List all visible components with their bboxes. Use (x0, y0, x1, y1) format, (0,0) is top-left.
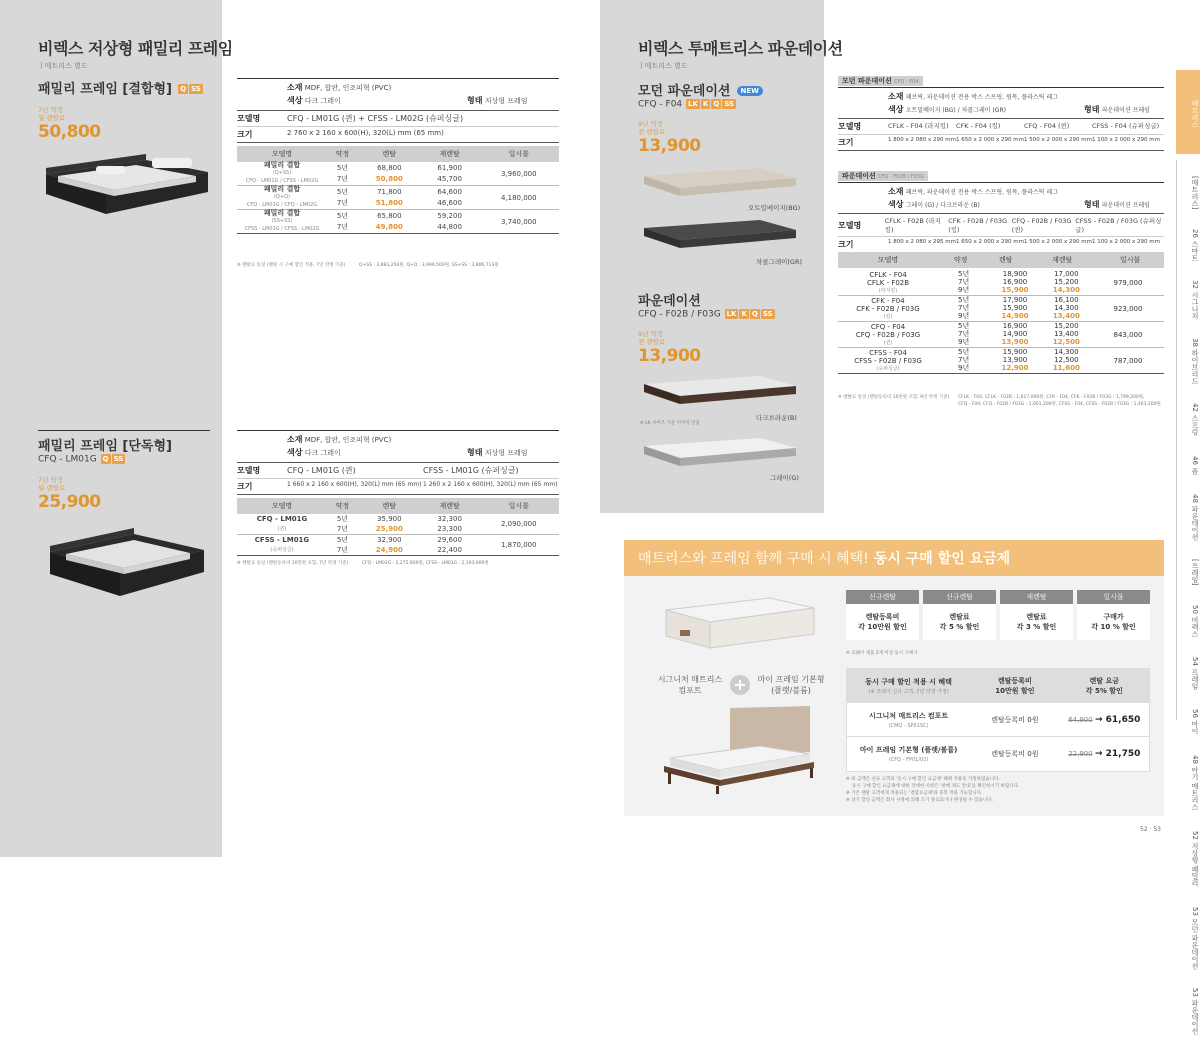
price-cell: 18,900 (1002, 270, 1028, 278)
table-row (838, 322, 1164, 348)
price-cell: 16,900 (1002, 278, 1028, 286)
sidebar-item[interactable]: 38 하이브리드 (1191, 337, 1199, 385)
price-cell: 14,300 (1052, 286, 1080, 294)
note-line: ※ 기존 렌탈 고객에게 적용되는 '결합요금제'와 중복 적용 가능합니다. (846, 791, 983, 796)
page-number: 52 · 53 (1140, 826, 1161, 833)
sidebar (1178, 0, 1200, 1035)
model-name: CFSS - F04 (869, 349, 907, 357)
note-line: ※ 상기 할인 금액은 회사 사정에 의해 조기 종료되거나 변경될 수 있습니다. (846, 798, 993, 803)
table-row (838, 296, 1164, 322)
price-cell: 15,200 (1054, 278, 1079, 286)
promo-banner: 매트리스와 프레임 함께 구매 시 혜택! 동시 구매 할인 요금제 (624, 540, 1164, 576)
sidebar-item[interactable]: [프레임] (1191, 558, 1199, 586)
family-frame-single-image (44, 528, 214, 600)
plus-icon: + (730, 675, 750, 695)
price-cell: 15,900 (1002, 348, 1028, 356)
sidebar-item[interactable]: 50 비렉스 (1191, 604, 1199, 638)
card-note: ※ 코웨이 제품 2개 이상 동시 구매시 (846, 651, 918, 656)
card-line2: 각 10만원 할인 (858, 623, 907, 631)
price-cell: 9년 (958, 312, 970, 320)
card-head: 일시불 (1077, 590, 1150, 604)
promo-right-item: 마이 프레임 기본형 (플랫/볼륨) (757, 675, 825, 695)
discount-card (846, 590, 919, 640)
sidebar-item[interactable]: [매트리스] (1191, 176, 1199, 210)
price-cell: 5년 (958, 270, 970, 278)
sidebar-item[interactable]: 매트리스 (1191, 100, 1199, 128)
card-line2: 각 5 % 할인 (939, 623, 980, 631)
price-cell: 5년 (958, 322, 970, 330)
price-cell: 9년 (958, 338, 970, 346)
family-frame-combined-image (36, 152, 216, 218)
table-row: CFQ - LM01G (퀸) 5년 35,900 32,300 2,090,000 (237, 514, 559, 524)
combined-spec: 소재 MDF, 합판, 인조피혁 (PVC) 색상 다크 그레이 형태 저상형 프레임 모델명 CFQ - LM01G (퀸) + CFSS - LM02G (슈퍼싱글) 크기 2 760 x 2 160 x 600(H), 320(L) mm (65 mm) (237, 78, 559, 143)
table-row: 패밀리 결합 (Q+SS) CFQ - LM01G / CFSS - LM02G 5년 68,800 61,900 3,960,000 (237, 162, 559, 173)
benefit-table: 동시 구매 할인 적용 시 혜택 (※ 코웨이 신규 고객, 7년 약정 가정) 렌탈등록비 10만원 할인 렌탈 요금 각 5% 할인 시그니처 매트리스 컴포트 (CMQ - SP01SC) 렌탈등록비 0원 64,900 → 61,650 마이 프레임 기본형 (플랫/볼륨) (CFQ - FP01/02) 렌탈등록비 0원 22,900 → 21,750 (846, 668, 1150, 772)
sidebar-item[interactable]: 42 스프링 (1191, 402, 1199, 436)
tag-ss: SS (191, 84, 201, 93)
right-title: 비렉스 투매트리스 파운데이션 ㅣ매트리스 별도 (638, 39, 843, 70)
card-line2: 각 10 % 할인 (1091, 623, 1136, 631)
once-price: 923,000 (1113, 304, 1143, 313)
model-name: CFLK - F04 (869, 271, 907, 279)
note-line: ※ 위 금액은 신규 고객의 '동시 구매 할인 요금제' 혜택 적용을 가정하였습니다. (846, 777, 1000, 782)
modern-color-2: 차콜그레이(GR) (756, 258, 803, 266)
price-cell: 14,300 (1054, 304, 1079, 312)
single-spec: 소재 MDF, 합판, 인조피혁 (PVC) 색상 다크 그레이 형태 저상형 프레임 모델명 CFQ - LM01G (퀸) CFSS - LM01G (슈퍼싱글) 크기 1 660 x 2 160 x 600(H), 320(L) mm (65 mm) 1 260 x 2 160 x 600(H), 320(L) mm (65 mm) (237, 430, 559, 495)
price-cell: 9년 (958, 286, 970, 294)
sidebar-item[interactable]: 32 시그니처 (1191, 280, 1199, 320)
price-cell: 15,900 (1002, 304, 1028, 312)
table-row: 패밀리 결합 (Q+Q) CFQ - LM01G / CFQ - LM02G 5년 71,800 64,600 4,180,000 (237, 186, 559, 198)
table-row (838, 270, 1164, 296)
combined-price-block: 7년 약정 월 렌탈료 50,800 (38, 106, 101, 142)
modern-foundation-grey-image (640, 218, 800, 254)
foundation-grey-image (640, 436, 800, 472)
foundation-heading: 파운데이션 CFQ - F02B / F03G LK K Q SS (638, 294, 773, 320)
once-price: 843,000 (1113, 330, 1143, 339)
price-cell: 16,100 (1054, 296, 1079, 304)
price-cell: 14,900 (1001, 312, 1029, 320)
my-frame-image (660, 706, 820, 796)
model-name: CFSS - F02B / F03G (854, 357, 922, 365)
price-cell: 7년 (958, 330, 970, 338)
foundation-price-block: 9년 약정 퀸 렌탈료 13,900 (638, 330, 701, 366)
note-line: 동시 구매 할인 요금제에 대한 상세한 사항은 '판매 제도 안내'를 확인하시기 바랍니다. (846, 784, 1020, 789)
foundation-spec: 파운데이션 CFQ - F02B / F03G 소재 패브릭, 파운데이션 전용 박스 스프링, 원목, 플라스틱 레그 색상 그레이 (G) / 다크브라운 (B) 형태 파운데이션 프레임 모델명 CFLK - F02B (라지킹) CFK - F02B / F03G (킹) CFQ - F02B / F03G (퀸) CFSS - F02B / F03G (슈퍼싱글) 크기 1 800 x 2 080 x 295 mm 1 650 x 2 000 x 290 mm 1 500 x 2 000 x 290 mm 1 100 x 2 000 x 290 mm (838, 163, 1164, 253)
single-price-table: 모델명 약정 렌탈 재렌탈 일시불 CFQ - LM01G (퀸) 5년 35,900 32,300 2,090,000 7년 25,900 23,300 CFSS - LM01G (슈퍼싱글) 5년 32,900 29,600 1,870,000 7년 24,900 22,400 (237, 498, 559, 556)
combined-heading: 패밀리 프레임 [결합형] Q SS (38, 82, 201, 97)
table-row: 패밀리 결합 (SS+SS) CFSS - LM01G / CFSS - LM02G 5년 65,800 59,200 3,740,000 (237, 210, 559, 222)
left-grey-panel (0, 0, 222, 857)
card-line1: 구매가 (1103, 613, 1124, 621)
model-name: (슈퍼싱글) (876, 366, 900, 372)
foundation-price-table: 모델명 약정 렌탈 재렌탈 일시불 (838, 252, 1164, 268)
signature-mattress-image (660, 592, 820, 656)
model-name: CFK - F04 (871, 297, 905, 305)
single-note: ※ 렌탈료 동일 (렌탈등록비 10만원 포함, 7년 약정 기준) CFQ - LM01G : 2,275,600원, CFSS - LM01G : 2,193,600원 (237, 561, 489, 566)
single-heading: 패밀리 프레임 [단독형] CFQ - LM01G Q SS (38, 430, 210, 465)
price-cell: 17,000 (1054, 270, 1079, 278)
price-cell: 13,900 (1001, 338, 1029, 346)
card-head: 재렌탈 (1000, 590, 1073, 604)
price-cell: 14,300 (1054, 348, 1079, 356)
sidebar-item[interactable]: 56 마이 (1191, 709, 1199, 735)
once-price: 787,000 (1113, 356, 1143, 365)
foundation-img-note: ※ LK 사이즈 기준 이미지 연출 (640, 421, 700, 426)
model-name: (킹) (883, 314, 893, 320)
card-line1: 렌탈등록비 (865, 613, 900, 621)
modern-color-1: 오트밀베이지(BG) (748, 204, 801, 212)
foundation-color-2: 그레이(G) (770, 474, 799, 482)
price-cell: 15,200 (1054, 322, 1079, 330)
discount-card (1000, 590, 1073, 640)
sidebar-item[interactable]: 46 폼 (1191, 455, 1199, 475)
modern-heading: 모던 파운데이션 NEW CFQ - F04 LK K Q SS (638, 80, 763, 110)
price-cell: 7년 (958, 278, 970, 286)
table-row: 시그니처 매트리스 컴포트 (CMQ - SP01SC) 렌탈등록비 0원 64,900 → 61,650 (847, 703, 1149, 737)
single-price-block: 7년 약정 월 렌탈료 25,900 (38, 476, 101, 512)
price-cell: 12,500 (1052, 338, 1080, 346)
sidebar-item[interactable]: 26 스마트 (1191, 228, 1199, 262)
price-cell: 13,400 (1054, 330, 1079, 338)
price-cell: 13,400 (1052, 312, 1080, 320)
tag-q: Q (180, 84, 187, 93)
price-cell: 15,900 (1001, 286, 1029, 294)
model-name: (퀸) (883, 340, 893, 346)
left-title: 비렉스 저상형 패밀리 프레임 ㅣ매트리스 별도 (38, 39, 233, 70)
price-cell: 11,600 (1052, 364, 1080, 372)
discount-card (1077, 590, 1150, 640)
modern-price-block: 9년 약정 퀸 렌탈료 13,900 (638, 120, 701, 156)
modern-spec: 모던 파운데이션 CFQ - F04 소재 패브릭, 파운데이션 전용 박스 스프링, 원목, 플라스틱 레그 색상 오트밀베이지 (BG) / 차콜그레이 (GR) 형태 파운데이션 프레임 모델명 CFLK - F04 (라지킹) CFK - F04 (킹) CFQ - F04 (퀸) CFSS - F04 (슈퍼싱글) 크기 1 800 x 2 080 x 290 mm 1 650 x 2 000 x 290 mm 1 500 x 2 000 x 290 mm 1 100 x 2 000 x 290 mm (838, 68, 1164, 151)
discount-card (923, 590, 996, 640)
sidebar-item[interactable]: 52 저상형 패밀리 (1191, 831, 1199, 887)
price-cell: 9년 (958, 364, 970, 372)
price-cell: 7년 (958, 356, 970, 364)
price-cell: 17,900 (1002, 296, 1028, 304)
card-head: 신규렌탈 (923, 590, 996, 604)
sidebar-item[interactable]: 53 모던 파운데이션 (1191, 906, 1199, 970)
table-row (838, 348, 1164, 374)
price-cell: 16,900 (1002, 322, 1028, 330)
combined-price-table: 모델명 약정 렌탈 재렌탈 일시불 패밀리 결합 (Q+SS) CFQ - LM01G / CFSS - LM02G 5년 68,800 61,900 3,960,000 7년 50,800 45,700 패밀리 결합 (Q+Q) CFQ - LM01G / CFQ - LM02G 5년 71,800 64,600 4,180,000 7년 51,800 46,600 패밀리 결합 (SS+SS) CFSS - LM01G / CFSS - LM02G 5년 65,800 59,200 3,740,000 7년 49,800 44,800 (237, 146, 559, 234)
price-cell: 13,900 (1002, 356, 1028, 364)
combined-note: ※ 렌탈료 동일 (렌탈 시 구매 할인 적용, 7년 약정 기준) Q+SS : 3,883,250원, Q+Q : 3,999,500원, SS+SS : 3,806,713원 (237, 263, 499, 268)
price-cell: 5년 (958, 348, 970, 356)
model-name: CFQ - F02B / F03G (855, 331, 921, 339)
price-cell: 12,900 (1001, 364, 1029, 372)
foundation-note: ※ 렌탈료 동일 (렌탈등록비 10만원 포함, 9년 약정 기준) CFLK - F04, CFLK - F02B : 1,617,000원, CFK - F04, CFK - F02B / F03G : 1,799,200원, CFQ - F04, CFQ - F02B / F03G : 1,601,200원, CFSS - F04, CFSS - F02B / F03G : 1,463,200원 (838, 395, 1161, 407)
model-name: (라지킹) (878, 288, 898, 294)
new-badge: NEW (737, 86, 763, 96)
card-head: 신규렌탈 (846, 590, 919, 604)
sidebar-item[interactable]: 53 파운데이션 (1191, 987, 1199, 1035)
price-cell: 12,500 (1054, 356, 1079, 364)
foundation-brown-image (640, 374, 800, 410)
card-line2: 각 3 % 할인 (1016, 623, 1057, 631)
once-price: 979,000 (1113, 278, 1143, 287)
promo-left-item: 시그니처 매트리스 컴포트 (657, 675, 723, 695)
sidebar-item[interactable]: 48 파운데이션 (1191, 493, 1199, 541)
card-line1: 렌탈료 (1026, 613, 1047, 621)
promo-notes (846, 776, 1150, 804)
model-name: CFK - F02B / F03G (856, 305, 920, 313)
model-name: CFLK - F02B (866, 279, 910, 287)
model-name: CFQ - F04 (870, 323, 906, 331)
table-row: 마이 프레임 기본형 (플랫/볼륨) (CFQ - FP01/02) 렌탈등록비 0원 22,900 → 21,750 (859, 746, 1141, 763)
foundation-price-rows (838, 270, 1164, 374)
discount-cards (846, 590, 1150, 640)
price-cell: 7년 (958, 304, 970, 312)
modern-foundation-beige-image (640, 166, 800, 202)
foundation-color-1: 다크브라운(B) (756, 414, 797, 422)
card-line1: 렌탈료 (949, 613, 970, 621)
sidebar-item[interactable]: 48 아기 매트리스 (1191, 755, 1199, 811)
table-row: CFSS - LM01G (슈퍼싱글) 5년 32,900 29,600 1,870,000 (237, 535, 559, 546)
sidebar-item[interactable]: 54 프레임 (1191, 656, 1199, 690)
price-cell: 5년 (958, 296, 970, 304)
price-cell: 14,900 (1002, 330, 1028, 338)
